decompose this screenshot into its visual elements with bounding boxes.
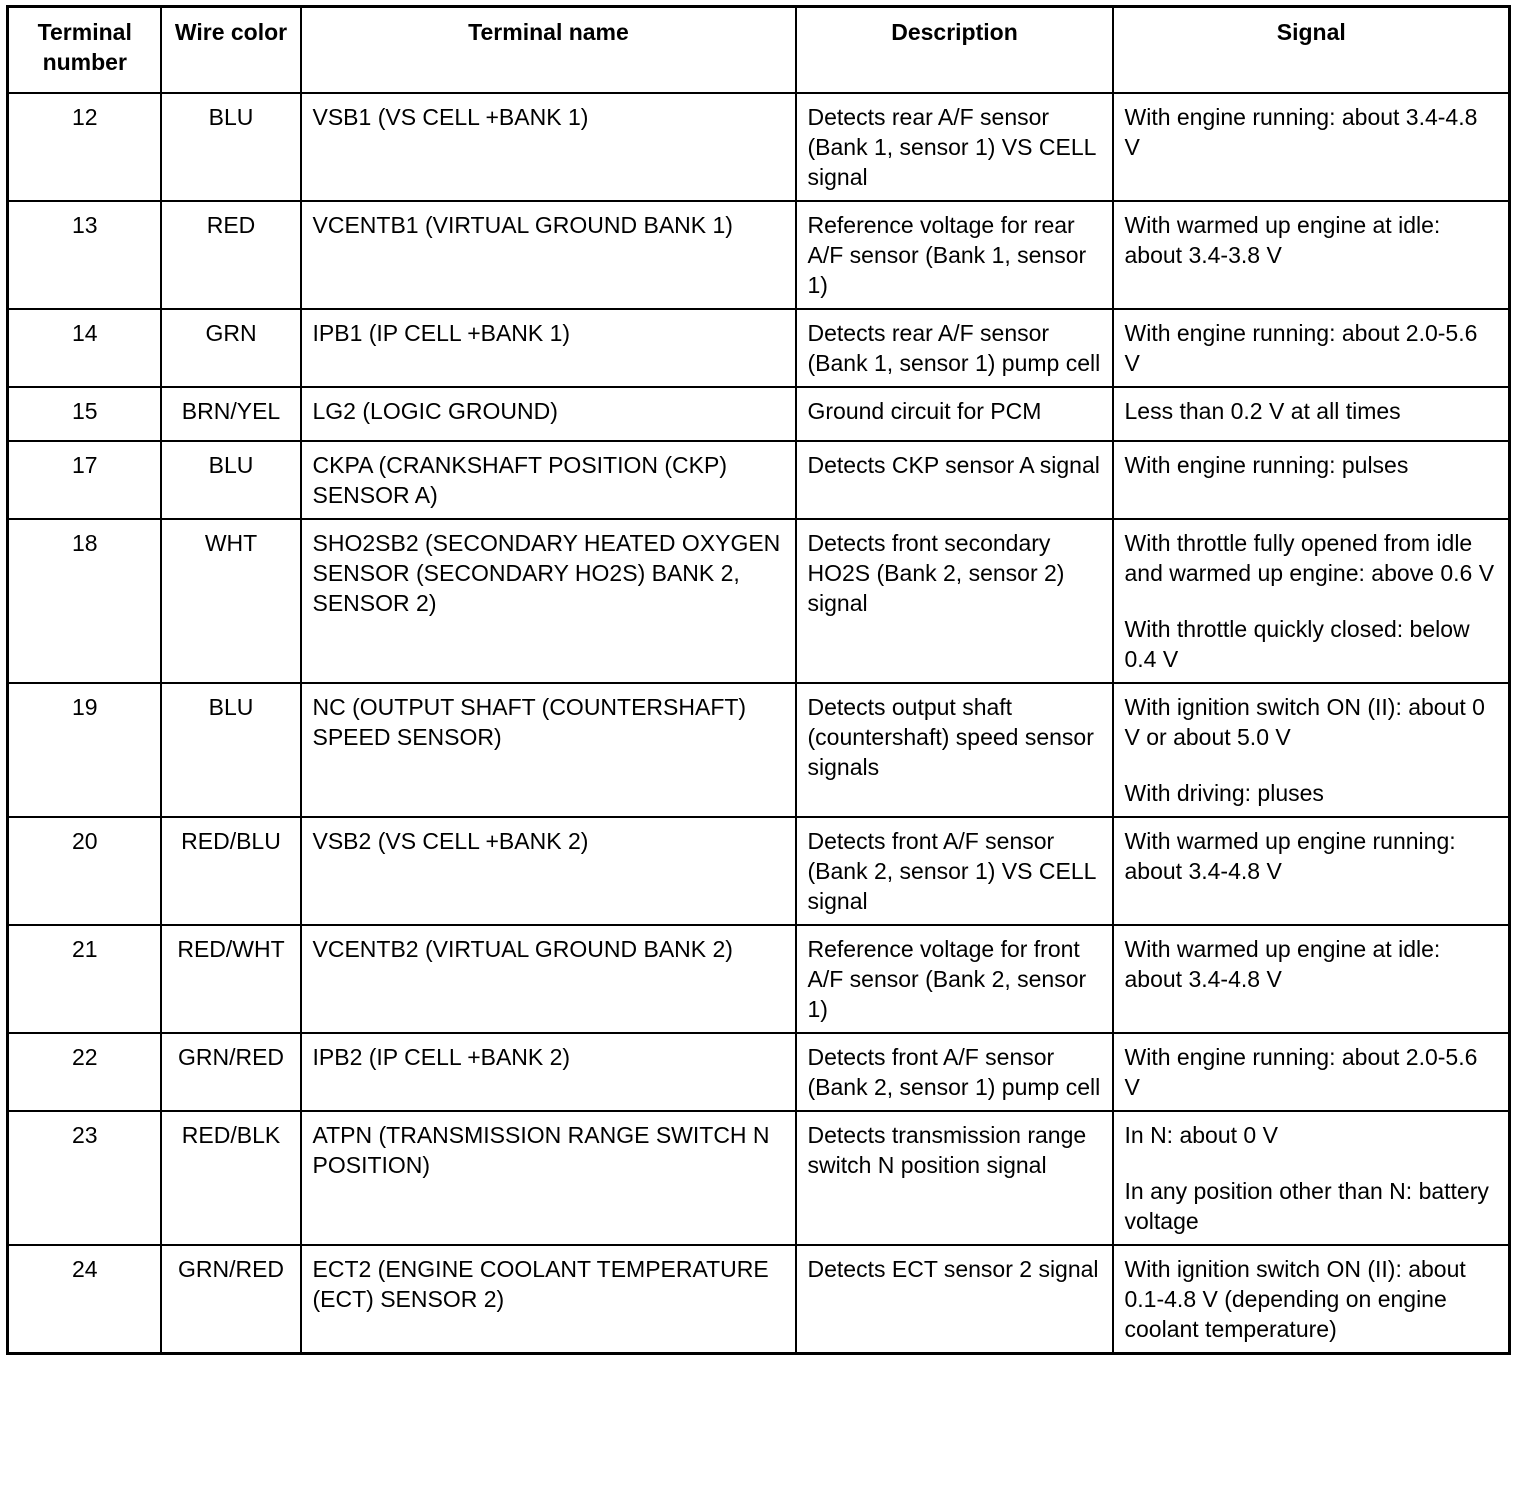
wire-color-cell: BLU	[161, 683, 301, 817]
terminal-number-cell: 17	[8, 441, 161, 519]
signal-line: In any position other than N: battery voltage	[1124, 1178, 1489, 1234]
header-wire-color: Wire color	[161, 7, 301, 94]
wire-color-cell: GRN	[161, 309, 301, 387]
wire-color-cell: BLU	[161, 93, 301, 201]
signal-line: With engine running: about 2.0-5.6 V	[1124, 1044, 1478, 1100]
terminal-number-cell: 21	[8, 925, 161, 1033]
terminal-name-cell: VSB1 (VS CELL +BANK 1)	[301, 93, 796, 201]
terminal-number-cell: 22	[8, 1033, 161, 1111]
description-cell: Ground circuit for PCM	[796, 387, 1113, 441]
table-row	[8, 1245, 1510, 1354]
table-row	[8, 1033, 1510, 1111]
terminal-number-cell: 13	[8, 201, 161, 309]
signal-cell	[1113, 309, 1510, 387]
terminal-number-cell: 24	[8, 1245, 161, 1354]
table-body	[8, 93, 1510, 1354]
wire-color-cell: RED/BLU	[161, 817, 301, 925]
description-cell: Detects rear A/F sensor (Bank 1, sensor 1) VS CELL signal	[796, 93, 1113, 201]
signal-cell	[1113, 1111, 1510, 1245]
terminal-name-cell: CKPA (CRANKSHAFT POSITION (CKP) SENSOR A)	[301, 441, 796, 519]
wire-color-cell: WHT	[161, 519, 301, 683]
signal-line: With warmed up engine at idle: about 3.4-4.8 V	[1124, 936, 1441, 992]
terminal-name-cell: SHO2SB2 (SECONDARY HEATED OXYGEN SENSOR (SECONDARY HO2S) BANK 2, SENSOR 2)	[301, 519, 796, 683]
wire-color-cell: BLU	[161, 441, 301, 519]
header-terminal-number: Terminal number	[8, 7, 161, 94]
terminal-name-cell: ATPN (TRANSMISSION RANGE SWITCH N POSITION)	[301, 1111, 796, 1245]
signal-cell	[1113, 1033, 1510, 1111]
signal-cell	[1113, 519, 1510, 683]
signal-line: With warmed up engine running: about 3.4-4.8 V	[1124, 828, 1456, 884]
terminal-name-cell: VCENTB2 (VIRTUAL GROUND BANK 2)	[301, 925, 796, 1033]
terminal-name-cell: IPB2 (IP CELL +BANK 2)	[301, 1033, 796, 1111]
terminal-table	[6, 5, 1511, 1355]
terminal-number-cell: 20	[8, 817, 161, 925]
terminal-name-cell: LG2 (LOGIC GROUND)	[301, 387, 796, 441]
signal-line: With throttle fully opened from idle and warmed up engine: above 0.6 V	[1124, 530, 1495, 586]
terminal-number-cell: 19	[8, 683, 161, 817]
signal-cell	[1113, 441, 1510, 519]
table-header	[8, 7, 1510, 94]
signal-cell	[1113, 925, 1510, 1033]
terminal-table-sheet	[6, 5, 1511, 1355]
description-cell: Detects transmission range switch N position signal	[796, 1111, 1113, 1245]
description-cell: Detects ECT sensor 2 signal	[796, 1245, 1113, 1354]
table-row	[8, 1111, 1510, 1245]
description-cell: Reference voltage for rear A/F sensor (Bank 1, sensor 1)	[796, 201, 1113, 309]
terminal-name-cell: VSB2 (VS CELL +BANK 2)	[301, 817, 796, 925]
terminal-name-cell: ECT2 (ENGINE COOLANT TEMPERATURE (ECT) SENSOR 2)	[301, 1245, 796, 1354]
signal-line: With driving: pluses	[1124, 780, 1324, 806]
signal-line: Less than 0.2 V at all times	[1124, 398, 1401, 424]
signal-line: In N: about 0 V	[1124, 1122, 1278, 1148]
description-cell: Detects rear A/F sensor (Bank 1, sensor 1) pump cell	[796, 309, 1113, 387]
terminal-number-cell: 15	[8, 387, 161, 441]
terminal-number-cell: 14	[8, 309, 161, 387]
terminal-name-cell: NC (OUTPUT SHAFT (COUNTERSHAFT) SPEED SENSOR)	[301, 683, 796, 817]
table-row	[8, 309, 1510, 387]
signal-cell	[1113, 683, 1510, 817]
table-row	[8, 441, 1510, 519]
wire-color-cell: GRN/RED	[161, 1245, 301, 1354]
signal-line: With engine running: pulses	[1124, 452, 1409, 478]
table-row	[8, 93, 1510, 201]
wire-color-cell: RED/BLK	[161, 1111, 301, 1245]
description-cell: Detects front A/F sensor (Bank 2, sensor 1) VS CELL signal	[796, 817, 1113, 925]
table-row	[8, 817, 1510, 925]
signal-line: With ignition switch ON (II): about 0.1-4.8 V (depending on engine coolant temperature)	[1124, 1256, 1466, 1342]
signal-line: With warmed up engine at idle: about 3.4-3.8 V	[1124, 212, 1441, 268]
description-cell: Reference voltage for front A/F sensor (Bank 2, sensor 1)	[796, 925, 1113, 1033]
table-row	[8, 387, 1510, 441]
signal-cell	[1113, 201, 1510, 309]
terminal-number-cell: 18	[8, 519, 161, 683]
header-signal: Signal	[1113, 7, 1510, 94]
wire-color-cell: BRN/YEL	[161, 387, 301, 441]
signal-line: With engine running: about 2.0-5.6 V	[1124, 320, 1478, 376]
wire-color-cell: GRN/RED	[161, 1033, 301, 1111]
terminal-name-cell: VCENTB1 (VIRTUAL GROUND BANK 1)	[301, 201, 796, 309]
header-description: Description	[796, 7, 1113, 94]
signal-line: With throttle quickly closed: below 0.4 V	[1124, 616, 1470, 672]
wire-color-cell: RED	[161, 201, 301, 309]
signal-line: With engine running: about 3.4-4.8 V	[1124, 104, 1478, 160]
description-cell: Detects output shaft (countershaft) speed sensor signals	[796, 683, 1113, 817]
signal-line: With ignition switch ON (II): about 0 V or about 5.0 V	[1124, 694, 1485, 750]
header-terminal-name: Terminal name	[301, 7, 796, 94]
terminal-number-cell: 23	[8, 1111, 161, 1245]
header-row	[8, 7, 1510, 94]
description-cell: Detects CKP sensor A signal	[796, 441, 1113, 519]
table-row	[8, 201, 1510, 309]
signal-cell	[1113, 387, 1510, 441]
signal-cell	[1113, 93, 1510, 201]
wire-color-cell: RED/WHT	[161, 925, 301, 1033]
description-cell: Detects front A/F sensor (Bank 2, sensor 1) pump cell	[796, 1033, 1113, 1111]
table-row	[8, 683, 1510, 817]
terminal-name-cell: IPB1 (IP CELL +BANK 1)	[301, 309, 796, 387]
description-cell: Detects front secondary HO2S (Bank 2, sensor 2) signal	[796, 519, 1113, 683]
signal-cell	[1113, 817, 1510, 925]
table-row	[8, 519, 1510, 683]
signal-cell	[1113, 1245, 1510, 1354]
terminal-number-cell: 12	[8, 93, 161, 201]
table-row	[8, 925, 1510, 1033]
